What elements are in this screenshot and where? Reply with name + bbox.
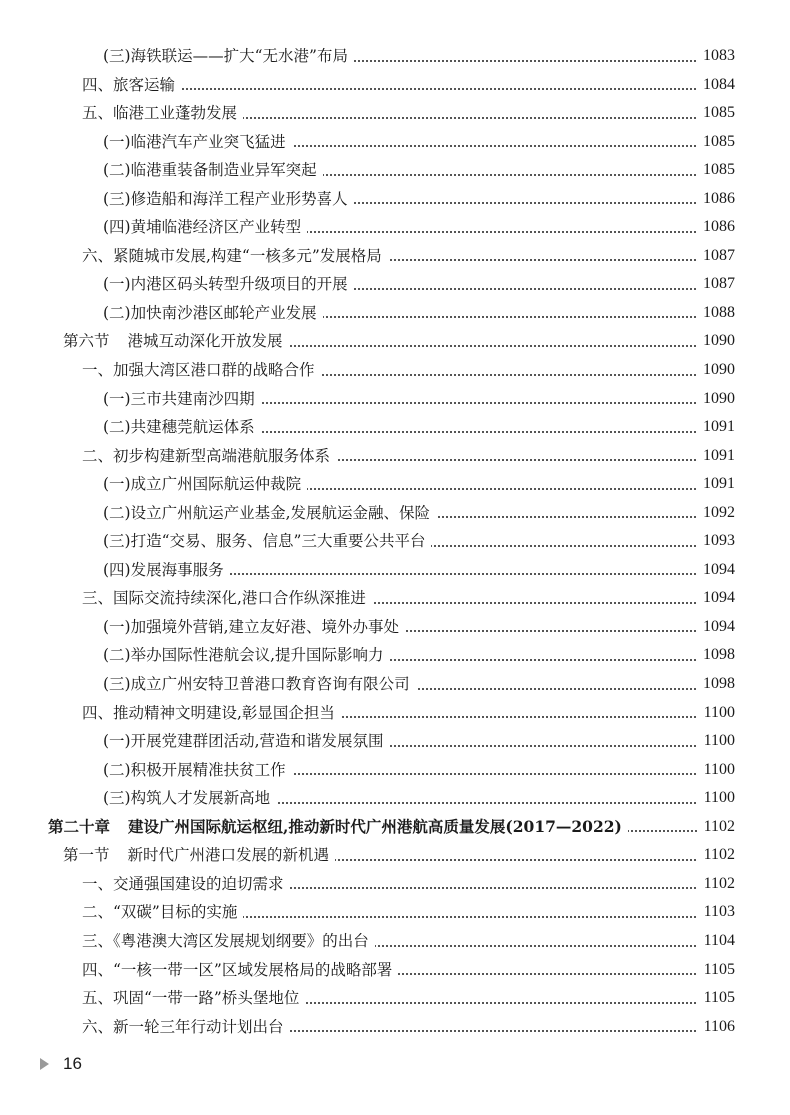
toc-entry-page: 1102	[698, 870, 735, 899]
toc-entry-page: 1094	[697, 613, 735, 642]
toc-entry	[0, 727, 790, 756]
toc-entry-title	[82, 1013, 290, 1042]
toc-entry	[0, 527, 790, 556]
toc-entry	[0, 556, 790, 585]
toc-entry-text: 五、巩固“一带一路”桥头堡地位	[82, 989, 300, 1008]
toc-entry-title	[63, 327, 289, 356]
toc-entry	[0, 327, 790, 356]
toc-entry-text: 一、加强大湾区港口群的战略合作	[82, 361, 315, 380]
toc-entry-page: 1100	[698, 784, 735, 813]
toc-entry	[0, 613, 790, 642]
toc-entry-title	[103, 270, 354, 299]
toc-entry-page: 1105	[698, 984, 735, 1013]
toc-entry	[0, 156, 790, 185]
toc-entry-title	[82, 584, 372, 613]
toc-entry	[0, 99, 790, 128]
toc-entry-page: 1100	[698, 727, 735, 756]
toc-entry-title	[63, 841, 335, 870]
toc-entry	[0, 813, 790, 842]
toc-entry-text: 四、旅客运输	[82, 75, 176, 94]
toc-entry-text: (一)三市共建南沙四期	[103, 389, 255, 408]
toc-entry-text: 五、临港工业蓬勃发展	[82, 104, 238, 123]
toc-entry-page: 1098	[697, 641, 735, 670]
toc-entry-text: (一)成立广州国际航运仲裁院	[103, 475, 302, 494]
toc-entry-title	[103, 527, 431, 556]
toc-entry-title	[48, 813, 628, 842]
toc-entry-title	[103, 299, 323, 328]
toc-entry	[0, 242, 790, 271]
toc-entry	[0, 898, 790, 927]
toc-entry-title	[103, 413, 261, 442]
toc-entry-page: 1091	[697, 413, 735, 442]
toc-entry-page: 1104	[698, 927, 735, 956]
toc-entry-label: 第六节	[63, 332, 110, 351]
toc-entry	[0, 841, 790, 870]
toc-entry-page: 1088	[697, 299, 735, 328]
toc-entry-text: (四)发展海事服务	[103, 560, 224, 579]
toc-entry-page: 1093	[697, 527, 735, 556]
toc-entry-text: 六、新一轮三年行动计划出台	[82, 1017, 284, 1036]
toc-entry-text: (二)加快南沙港区邮轮产业发展	[103, 303, 317, 322]
toc-entry	[0, 784, 790, 813]
toc-entry-page: 1092	[697, 499, 735, 528]
toc-entry	[0, 584, 790, 613]
toc-entry-title	[103, 185, 354, 214]
toc-entry-label: 第二十章	[48, 816, 111, 836]
toc-entry	[0, 956, 790, 985]
toc-entry	[0, 299, 790, 328]
toc-entry-page: 1086	[697, 213, 735, 242]
toc-entry-page: 1087	[697, 242, 735, 271]
toc-entry-text: 四、推动精神文明建设,彰显国企担当	[82, 703, 335, 722]
toc-entry	[0, 356, 790, 385]
toc-entry	[0, 499, 790, 528]
toc-entry-page: 1085	[697, 156, 735, 185]
toc-entry	[0, 984, 790, 1013]
toc-entry	[0, 1013, 790, 1042]
toc-entry-page: 1086	[697, 185, 735, 214]
toc-entry-page: 1102	[698, 813, 735, 842]
toc-entry-page: 1098	[697, 670, 735, 699]
toc-entry-text: (一)内港区码头转型升级项目的开展	[103, 275, 348, 294]
toc-entry	[0, 413, 790, 442]
toc-entry-text: (一)临港汽车产业突飞猛进	[103, 132, 286, 151]
toc-entry-text: (三)修造船和海洋工程产业形势喜人	[103, 189, 348, 208]
toc-entry-title	[103, 213, 307, 242]
toc-entry-page: 1091	[697, 470, 735, 499]
toc-entry	[0, 927, 790, 956]
toc-entry-title	[103, 670, 416, 699]
toc-entry	[0, 442, 790, 471]
toc-entry-text: (一)开展党建群团活动,营造和谐发展氛围	[103, 732, 384, 751]
toc-entry-title	[103, 499, 436, 528]
toc-entry	[0, 756, 790, 785]
toc-entry-title	[103, 756, 292, 785]
toc-entry-title	[103, 556, 230, 585]
toc-entry-title	[82, 699, 341, 728]
toc-entry-title	[82, 356, 321, 385]
toc-entry	[0, 213, 790, 242]
page-number: 16	[63, 1054, 82, 1073]
toc-entry-page: 1100	[698, 699, 735, 728]
triangle-right-icon	[40, 1058, 49, 1070]
toc-entry-title	[82, 870, 290, 899]
toc-entry-text: (二)设立广州航运产业基金,发展航运金融、保险	[103, 503, 431, 522]
toc-entry-text: 建设广州国际航运枢纽,推动新时代广州港航高质量发展(2017—2022)	[128, 816, 622, 836]
toc-entry	[0, 699, 790, 728]
toc-entry-title	[103, 727, 390, 756]
toc-entry-text: (三)海铁联运——扩大“无水港”布局	[103, 47, 348, 65]
toc-entry-text: (四)黄埔临港经济区产业转型	[103, 218, 302, 237]
toc-entry-title	[82, 242, 388, 271]
toc-entry	[0, 270, 790, 299]
toc-entry-text: 新时代广州港口发展的新机遇	[127, 846, 330, 865]
toc-entry-title	[103, 613, 405, 642]
toc-entry-title	[103, 784, 276, 813]
toc-entry-title	[103, 128, 292, 157]
toc-entry	[0, 870, 790, 899]
toc-entry-text: 四、“一核一带一区”区域发展格局的战略部署	[82, 960, 393, 979]
toc-entry	[0, 470, 790, 499]
toc-entry-text: 二、“双碳”目标的实施	[82, 903, 238, 922]
toc-entry-page: 1100	[698, 756, 735, 785]
toc-entry-title	[82, 71, 181, 100]
toc-entry-page: 1094	[697, 556, 735, 585]
toc-entry-text: (三)成立广州安特卫普港口教育咨询有限公司	[103, 675, 410, 694]
toc-entry	[0, 42, 790, 71]
toc-entry-title	[82, 442, 336, 471]
toc-entry-text: 一、交通强国建设的迫切需求	[82, 874, 284, 893]
toc-entry-label: 第一节	[63, 846, 110, 865]
toc-entry-page: 1102	[698, 841, 735, 870]
toc-entry-title	[82, 956, 398, 985]
toc-entry-text: 三、《粤港澳大湾区发展规划纲要》的出台	[82, 931, 369, 950]
toc-entry-page: 1090	[697, 385, 735, 414]
toc-entry-page: 1094	[697, 584, 735, 613]
toc-entry	[0, 641, 790, 670]
toc-entry-page: 1105	[698, 956, 735, 985]
toc-entry-text: (二)积极开展精准扶贫工作	[103, 760, 286, 779]
toc-entry-page: 1090	[697, 327, 735, 356]
toc-entry-title	[82, 99, 243, 128]
table-of-contents	[0, 42, 790, 1041]
toc-entry-text: (三)打造“交易、服务、信息”三大重要公共平台	[103, 532, 426, 551]
toc-entry-text: (二)共建穗莞航运体系	[103, 418, 255, 437]
toc-entry	[0, 71, 790, 100]
toc-entry-page: 1085	[697, 128, 735, 157]
toc-entry-page: 1090	[697, 356, 735, 385]
toc-entry-text: 二、初步构建新型高端港航服务体系	[82, 446, 331, 465]
toc-entry-title	[82, 927, 375, 956]
toc-entry	[0, 670, 790, 699]
page-footer	[40, 1052, 82, 1076]
toc-entry-page: 1106	[698, 1013, 735, 1042]
toc-entry-text: (二)举办国际性港航会议,提升国际影响力	[103, 646, 384, 665]
toc-entry-title	[82, 984, 305, 1013]
toc-entry-title	[103, 470, 307, 499]
toc-entry-title	[103, 641, 390, 670]
toc-entry-title	[103, 385, 261, 414]
toc-entry-title	[103, 42, 354, 71]
toc-entry-text: 六、紧随城市发展,构建“一核多元”发展格局	[82, 246, 382, 265]
toc-entry-text: (一)加强境外营销,建立友好港、境外办事处	[103, 617, 400, 636]
toc-entry-title	[82, 898, 243, 927]
toc-entry-page: 1091	[697, 442, 735, 471]
toc-entry-page: 1103	[698, 898, 735, 927]
toc-entry-page: 1084	[697, 71, 735, 100]
toc-entry-text: 三、国际交流持续深化,港口合作纵深推进	[82, 589, 366, 608]
toc-entry-text: (三)构筑人才发展新高地	[103, 789, 271, 808]
toc-entry-text: (二)临港重装备制造业异军突起	[103, 161, 317, 180]
toc-entry-text: 港城互动深化开放发展	[127, 332, 283, 351]
toc-entry-page: 1083	[697, 42, 735, 71]
toc-entry-page: 1085	[697, 99, 735, 128]
toc-entry	[0, 128, 790, 157]
toc-entry	[0, 185, 790, 214]
toc-entry-title	[103, 156, 323, 185]
toc-entry-page: 1087	[697, 270, 735, 299]
toc-entry	[0, 385, 790, 414]
